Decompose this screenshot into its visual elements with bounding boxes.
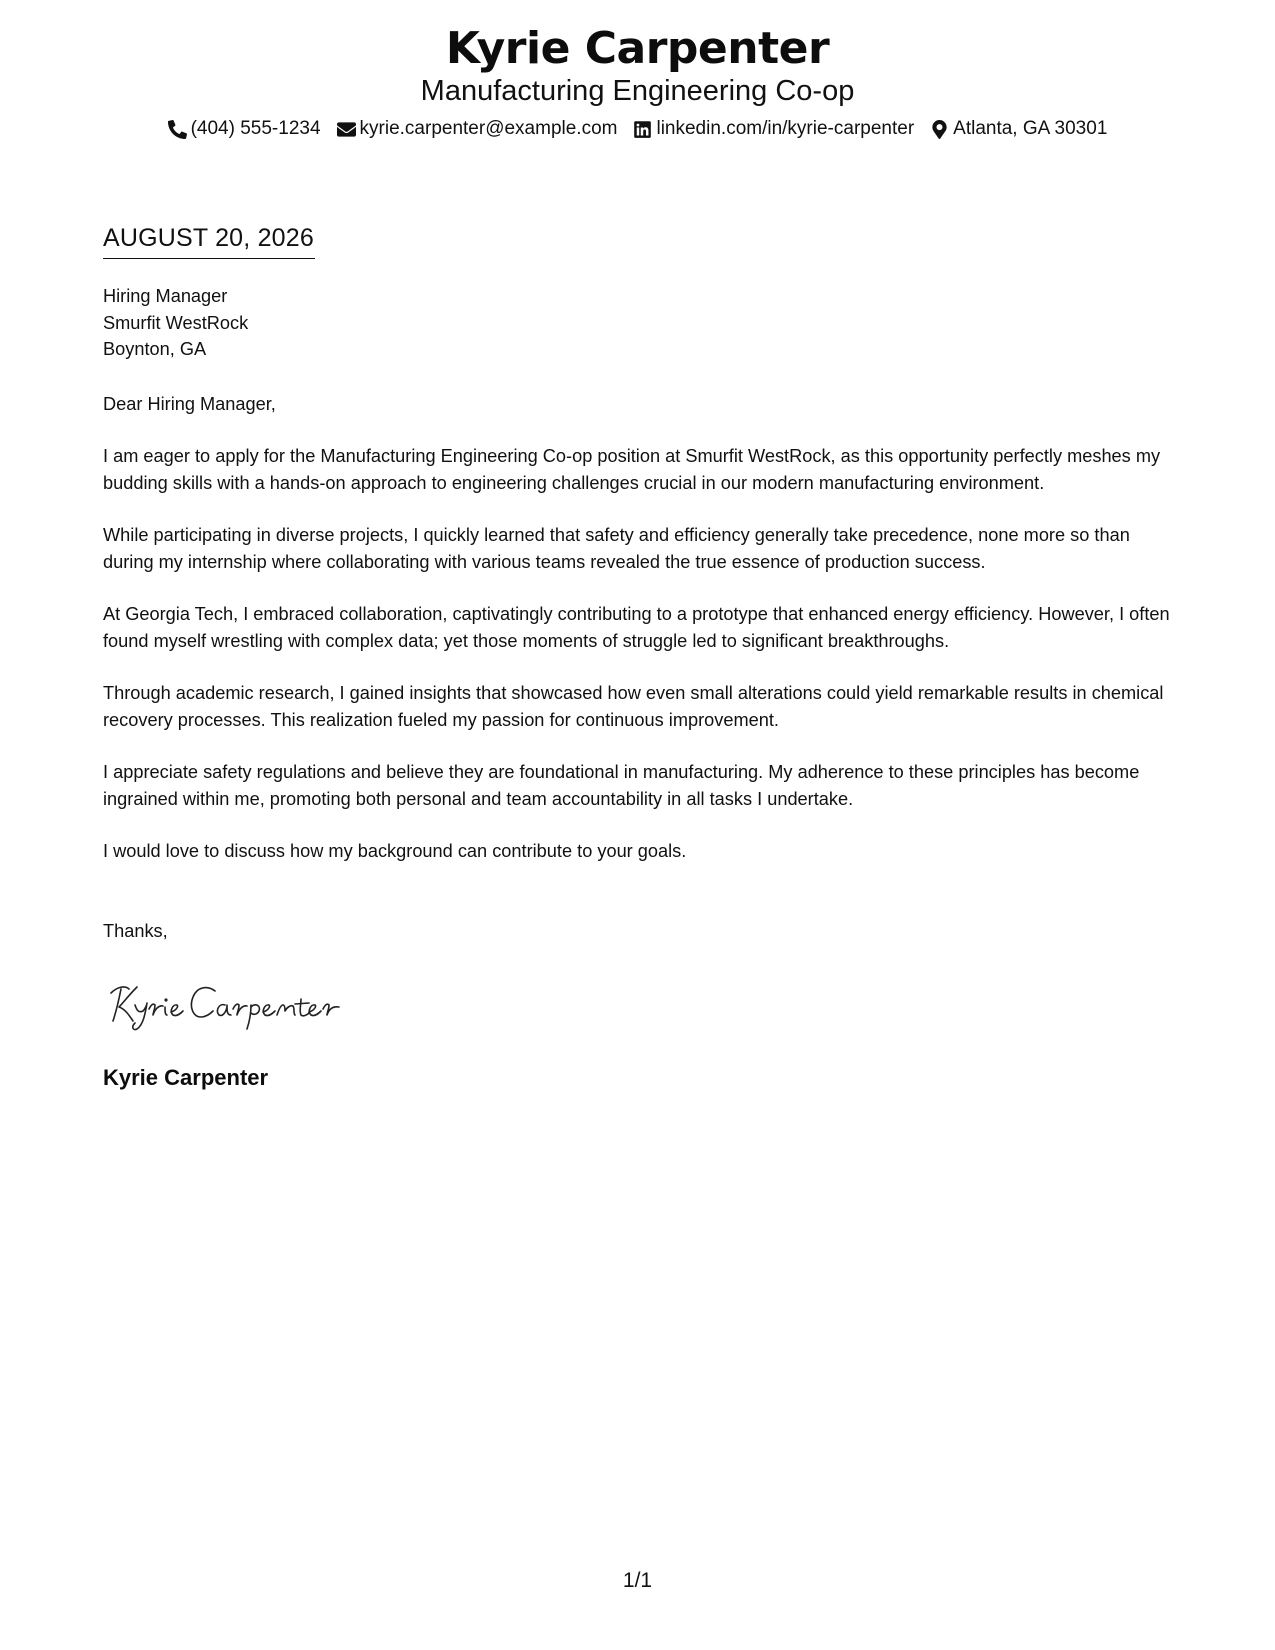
paragraph: At Georgia Tech, I embraced collaboration, captivatingly contributing to a prototype that enhanced energy efficiency. However, I often found myself wrestling with complex data; yet those moments of struggle led to significant breakthroughs. (103, 604, 1170, 651)
letter-header (0, 22, 1275, 142)
signer-name: Kyrie Carpenter (103, 1065, 269, 1090)
paragraph: I appreciate safety regulations and believe they are foundational in manufacturing. My adherence to these principles has become ingrained within me, promoting both personal and team accountability in all tasks I undertake. (103, 762, 1140, 809)
applicant-name: Kyrie Carpenter (445, 23, 830, 74)
contact-location (930, 116, 1107, 142)
closing: Thanks, (103, 920, 168, 941)
handwritten-signature (103, 975, 363, 1031)
map-marker-icon (930, 120, 949, 139)
letter-date-block (103, 222, 315, 259)
page-number: 1/1 (622, 1569, 653, 1592)
paragraph: While participating in diverse projects, I quickly learned that safety and efficiency generally take precedence, none more so than during my internship where collaborating with various teams revealed the true essence of production success. (103, 525, 1130, 572)
applicant-headline: Manufacturing Engineering Co-op (420, 75, 855, 107)
letter-body (103, 283, 1178, 944)
contact-phone (168, 116, 321, 142)
envelope-icon (337, 120, 356, 139)
recipient-block (103, 283, 1178, 363)
recipient-title: Hiring Manager (103, 286, 228, 306)
linkedin-icon (633, 120, 652, 139)
contact-email-text: kyrie.carpenter@example.com (359, 118, 618, 139)
contact-linkedin[interactable] (633, 116, 914, 142)
paragraph: I would love to discuss how my background can contribute to your goals. (103, 841, 687, 861)
contact-email[interactable] (337, 116, 618, 142)
phone-icon (168, 120, 187, 139)
salutation: Dear Hiring Manager, (103, 393, 276, 414)
contact-phone-text: (404) 555-1234 (190, 118, 321, 139)
contact-linkedin-text: linkedin.com/in/kyrie-carpenter (656, 118, 915, 139)
paragraph: I am eager to apply for the Manufacturing Engineering Co-op position at Smurfit WestRock, as this opportunity perfectly meshes my budding skills with a hands-on approach to engineering challenges crucial in our modern manufacturing environment. (103, 446, 1161, 493)
recipient-company: Smurfit WestRock (103, 312, 249, 333)
contact-location-text: Atlanta, GA 30301 (953, 118, 1108, 139)
contact-info (0, 116, 1275, 142)
recipient-location: Boynton, GA (103, 339, 207, 359)
paragraph: Through academic research, I gained insights that showcased how even small alterations could yield remarkable results in chemical recovery processes. This realization fueled my passion for continuous improvement. (103, 683, 1164, 730)
letter-date: AUGUST 20, 2026 (103, 222, 315, 259)
